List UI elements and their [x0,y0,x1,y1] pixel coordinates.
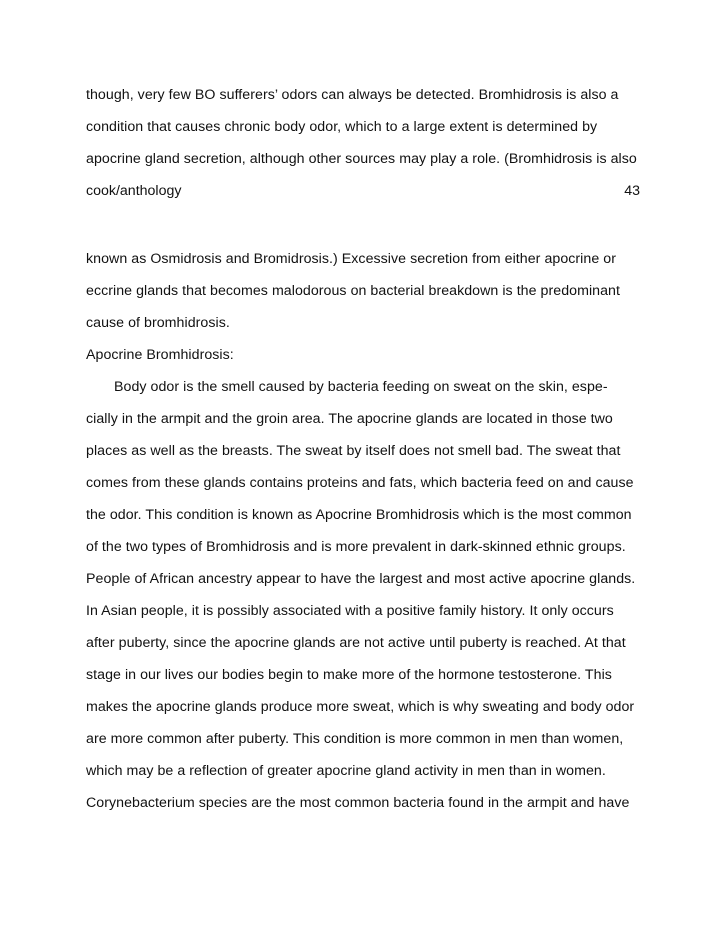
body-text-line: apocrine gland secretion, although other sources may play a role. (Bromhidrosis is also [86,151,637,167]
page-number: 43 [624,183,640,199]
body-text-line: In Asian people, it is possibly associated with a positive family history. It only occurs [86,603,614,619]
body-text-line: makes the apocrine glands produce more sweat, which is why sweating and body odor [86,699,635,715]
footer-source-label: cook/anthology [86,183,182,199]
body-text-line: which may be a reflection of greater apocrine gland activity in men than in women. [86,763,606,779]
body-text-line: eccrine glands that becomes malodorous on bacterial breakdown is the predominant [86,283,620,299]
body-text-line: places as well as the breasts. The sweat by itself does not smell bad. The sweat that [86,443,621,459]
body-text-line: stage in our lives our bodies begin to make more of the hormone testosterone. This [86,667,612,683]
body-text-line: after puberty, since the apocrine glands are not active until puberty is reached. At that [86,635,626,651]
body-text-line: the odor. This condition is known as Apocrine Bromhidrosis which is the most common [86,507,632,523]
body-text-line: are more common after puberty. This condition is more common in men than women, [86,731,624,747]
body-text-line: People of African ancestry appear to have the largest and most active apocrine glands. [86,571,636,587]
body-text-line: comes from these glands contains proteins and fats, which bacteria feed on and cause [86,475,634,491]
body-text-line: of the two types of Bromhidrosis and is more prevalent in dark-skinned ethnic groups. [86,539,626,555]
body-text-line: though, very few BO sufferers’ odors can always be detected. Bromhidrosis is also a [86,87,619,103]
section-heading: Apocrine Bromhidrosis: [86,347,234,363]
body-text-line: condition that causes chronic body odor, which to a large extent is determined by [86,119,598,135]
paragraph-first-line: Body odor is the smell caused by bacteria feeding on sweat on the skin, espe- [114,379,608,395]
body-text-line: cially in the armpit and the groin area. The apocrine glands are located in those two [86,411,613,427]
body-text-line: known as Osmidrosis and Bromidrosis.) Excessive secretion from either apocrine or [86,251,616,267]
body-text-line: cause of bromhidrosis. [86,315,230,331]
body-text-line: Corynebacterium species are the most common bacteria found in the armpit and have [86,795,630,811]
